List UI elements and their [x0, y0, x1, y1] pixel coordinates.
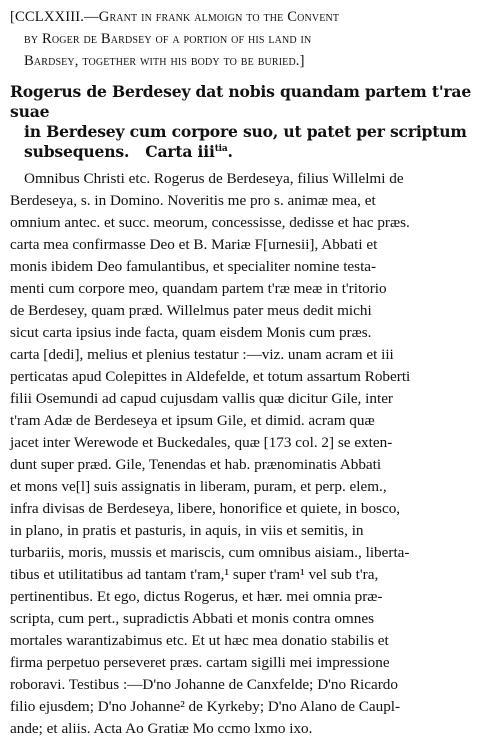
- body-line: pertinentibus. Et ego, dictus Rogerus, et hær. mei omnia præ-: [10, 588, 383, 605]
- body-line: carta [dedi], melius et plenius testatur :—viz. unam acram et iii: [10, 346, 394, 363]
- body-line: tibus et utilitatibus ad tantam t'ram,¹ super t'ram¹ vel sub t'ra,: [10, 566, 379, 583]
- body-line: jacet inter Werewode et Buckedales, quæ [173 col. 2] se exten-: [10, 434, 393, 451]
- body-line: turbariis, moris, mussis et mariscis, cum omnibus aisiam., liberta-: [10, 544, 410, 561]
- body-line: de Berdesey, quam præd. Willelmus pater meus dedit michi: [10, 302, 372, 319]
- body-line: omnium antec. et succ. meorum, concessisse, dedisse et hac præs.: [10, 214, 410, 231]
- body-line: perticatas apud Colepittes in Aldefelde, et totum assartum Roberti: [10, 368, 411, 385]
- body-line: scripta, cum pert., supradictis Abbati et monis contra omnes: [10, 610, 374, 627]
- body-line: dunt super præd. Gile, Tenendas et hab. prænominatis Abbati: [10, 456, 382, 473]
- body-line: carta mea confirmasse Deo et B. Mariæ F[urnesii], Abbati et: [10, 236, 378, 253]
- body-line: menti cum corpore meo, quandam partem t'ræ meæ in t'ritorio: [10, 280, 387, 297]
- charter-heading: [10, 6, 486, 72]
- heading-line-2: by Roger de Bardsey of a portion of his land in: [24, 31, 312, 47]
- body-line: filio ejusdem; D'no Johanne² de Kyrkeby; D'no Alano de Caupl-: [10, 698, 401, 715]
- body-line: et mons ve[l] suis assignatis in liberam, puram, et perp. elem.,: [10, 478, 387, 495]
- body-line: sicut carta ipsius inde facta, quam eisdem Monis cum præs.: [10, 324, 372, 341]
- body-line: mortales warantizabimus etc. Et ut hæc mea donatio stabilis et: [10, 632, 389, 649]
- charter-body: [10, 168, 486, 740]
- rubric-subsequens: subsequens.: [24, 142, 130, 161]
- heading-line-1: [CCLXXIII.—Grant in frank almoign to the Convent: [10, 9, 340, 25]
- body-line: firma perpetuo perseveret præs. cartam sigilli mei impressione: [10, 654, 390, 671]
- body-line: t'ram Adæ de Berdeseya et ipsum Gile, et dimid. acram quæ: [10, 412, 375, 429]
- rubric-line-3: [10, 142, 486, 162]
- heading-line-3: Bardsey, together with his body to be buried.]: [24, 53, 305, 69]
- rubric-line-1: Rogerus de Berdesey dat nobis quandam partem t'rae suae: [10, 82, 472, 121]
- body-line: ande; et aliis. Acta Ao Gratiæ Mo ccmo lxmo ixo.: [10, 720, 313, 737]
- body-line: monis ibidem Deo famulantibus, et specialiter nomine testa-: [10, 258, 377, 275]
- body-line: roboravi. Testibus :—D'no Johanne de Canxfelde; D'no Ricardo: [10, 676, 398, 693]
- rubric-carta-number: Carta iii$^{tia}$.: [145, 142, 233, 161]
- body-line: Omnibus Christi etc. Rogerus de Berdeseya, filius Willelmi de: [24, 170, 404, 187]
- charter-rubric: [10, 82, 486, 162]
- body-line: in plano, in pratis et pasturis, in aquis, in viis et semitis, in: [10, 522, 364, 539]
- body-line: infra divisas de Berdeseya, libere, honorifice et quiete, in bosco,: [10, 500, 401, 517]
- body-line: Berdeseya, s. in Domino. Noveritis me pro s. animæ mea, et: [10, 192, 376, 209]
- body-line: filii Osemundi ad capud cujusdam vallis quæ dicitur Gile, inter: [10, 390, 393, 407]
- rubric-line-2: in Berdesey cum corpore suo, ut patet per scriptum: [24, 122, 467, 141]
